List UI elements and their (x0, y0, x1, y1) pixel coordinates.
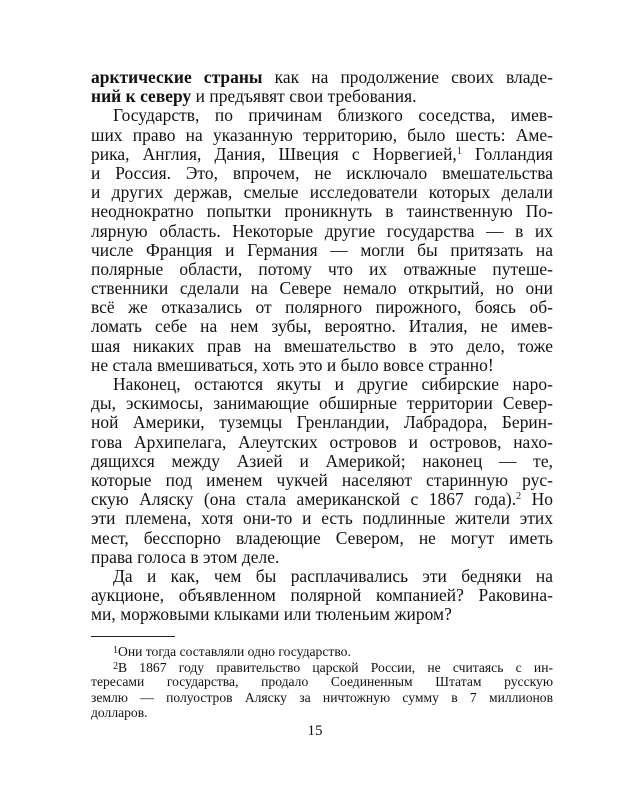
footnote-2 (91, 659, 553, 721)
text-line: ной Америки, туземцы Гренландии, Лабрадора, Берин- (91, 412, 553, 433)
text-line: ственники сделали на Севере немало открытий, но они (91, 278, 553, 299)
text-line: лярную область. Некоторые другие государства — в их (91, 220, 553, 241)
text-segment: скую Аляску (она стала американской с 1867 года). (91, 489, 517, 510)
paragraph-3 (91, 375, 553, 567)
text-line: ний к северу и предъявят свои требования. (91, 86, 417, 107)
page-number: 15 (307, 723, 323, 739)
footnote-line (91, 643, 553, 658)
bold-lead: ний к северу (91, 86, 192, 107)
text-line (91, 145, 553, 164)
footnotes (91, 643, 553, 720)
footnote-number: 2 (113, 660, 118, 672)
text-line: числе Франция и Германия — могли бы притязать на (91, 239, 553, 260)
text-line: Наконец, остаются якуты и другие сибирские наро- (113, 374, 553, 394)
text-line: Государств, по причинам близкого соседства, имев- (113, 105, 553, 126)
footnote-text: Они тогда составляли одно государство. (118, 644, 351, 660)
text-line: не стала вмешиваться, хоть это и было вовсе странно! (91, 354, 494, 375)
paragraph-1 (91, 68, 553, 106)
paragraph-4 (91, 567, 553, 625)
text-line: и других держав, смелые исследователи которых делали (91, 182, 553, 203)
text-line: ломать себе на нем зубы, вероятно. Италия, не имев- (91, 316, 553, 337)
text-line: и Россия. Это, впрочем, не исключало вмешательства (91, 162, 553, 183)
text-line: неоднократно попытки проникнуть в таинственную По- (91, 201, 553, 222)
text-line: гова Архипелага, Алеутских островов и островов, нахо- (91, 431, 553, 452)
text-line: ших право на указанную территорию, было шесть: Аме- (91, 124, 553, 145)
text-line: аукционе, объявленном полярной компанией? Раковина- (91, 585, 553, 606)
footnote-line: долларов. (91, 705, 148, 720)
text-line: дящихся между Азией и Америкой; наконец — те, (91, 450, 553, 471)
footnote-line: тересами государства, продало Соединенным Штатам русскую (91, 674, 553, 690)
main-text (91, 68, 553, 624)
footnote-separator (91, 636, 175, 637)
document-page (91, 68, 553, 720)
text-segment: рика, Англия, Дания, Швеция с Норвегией, (91, 143, 457, 164)
text-line: Да и как, чем бы расплачивались эти бедняки на (113, 565, 553, 586)
footnote-line (91, 659, 553, 674)
footnote-1 (91, 643, 553, 658)
footnote-text: В 1867 году правительство царской России, не считаясь с ин- (118, 659, 553, 675)
footnote-mark-1: 1 (456, 145, 462, 157)
text-line: которые под именем чукчей населяют старинную рус- (91, 469, 553, 490)
text-line: всё же отказались от полярного пирожного, боясь об- (91, 297, 553, 318)
footnote-line: землю — полуостров Аляску за ничтожную сумму в 7 миллионов (91, 689, 553, 705)
text-line: эти племена, хотя они-то и есть подлинные жители этих (91, 508, 553, 529)
footnote-mark-2: 2 (516, 491, 522, 503)
text-line: ды, эскимосы, занимающие обширные территории Север- (91, 393, 553, 414)
text-line: полярные области, потому что их отважные путеше- (91, 258, 553, 279)
text-line: мест, бесспорно владеющие Севером, не могут иметь (91, 527, 553, 548)
text-line: арктические страны как на продолжение своих владе- (91, 67, 553, 87)
footnote-number: 1 (113, 645, 118, 657)
text-line: ми, моржовыми клыками или тюленьим жиром? (91, 604, 452, 625)
paragraph-2 (91, 106, 553, 375)
text-line (91, 490, 553, 509)
text-segment: Голландия (475, 143, 553, 164)
text-line: шая никаких прав на вмешательство в это дело, тоже (91, 335, 553, 356)
text-segment: Но (531, 489, 553, 510)
text-line: права голоса в этом деле. (91, 546, 280, 567)
bold-lead: арктические страны (91, 67, 263, 87)
